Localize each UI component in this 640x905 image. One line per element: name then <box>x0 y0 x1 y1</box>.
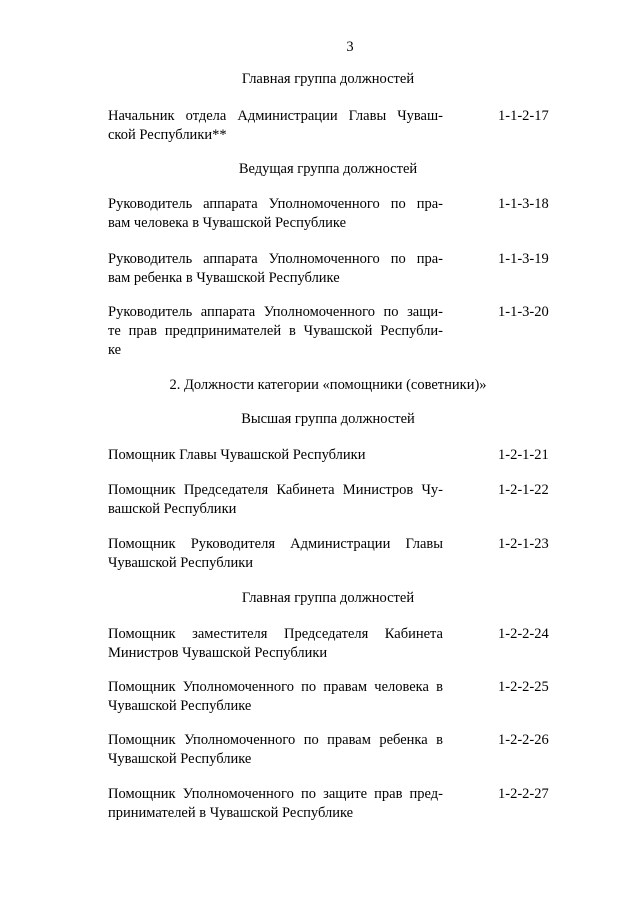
position-title-line: Начальник отдела Администрации Главы Чуваш- <box>108 108 443 124</box>
position-title-line: ке <box>108 342 122 358</box>
position-title-line: те прав предпринимателей в Чувашской Республи- <box>108 323 443 339</box>
section-heading: 2. Должности категории «помощники (советники)» <box>169 377 487 393</box>
position-code: 1-2-2-24 <box>498 626 549 642</box>
position-title <box>108 785 443 823</box>
position-code: 1-2-1-21 <box>498 447 549 463</box>
position-title-line: Помощник Председателя Кабинета Министров Чу- <box>108 482 443 498</box>
section-heading: Высшая группа должностей <box>241 411 415 427</box>
section-heading: Главная группа должностей <box>241 71 415 87</box>
position-title <box>108 731 443 769</box>
position-title-line: Чувашской Республике <box>108 751 252 767</box>
page-number: 3 <box>346 39 354 55</box>
position-title <box>108 195 443 233</box>
position-title-line: Руководитель аппарата Уполномоченного по пра- <box>108 196 443 212</box>
position-title <box>108 481 443 519</box>
position-title-line: Помощник Уполномоченного по защите прав пред- <box>108 786 443 802</box>
position-code: 1-1-3-18 <box>498 196 549 212</box>
section-heading: Главная группа должностей <box>241 590 415 606</box>
position-code: 1-2-2-25 <box>498 679 549 695</box>
position-title <box>108 678 443 716</box>
position-code: 1-2-2-26 <box>498 732 549 748</box>
position-title-line: Чувашской Республики <box>108 555 254 571</box>
position-code: 1-1-3-20 <box>498 304 549 320</box>
position-title-line: Помощник Главы Чувашской Республики <box>108 447 366 463</box>
position-title-line: ской Республики** <box>108 127 227 143</box>
position-title-line: Руководитель аппарата Уполномоченного по защи- <box>108 304 443 320</box>
position-title-line: Руководитель аппарата Уполномоченного по пра- <box>108 251 443 267</box>
position-code: 1-2-1-22 <box>498 482 549 498</box>
position-title-line: Помощник заместителя Председателя Кабинета <box>108 626 443 642</box>
position-code: 1-2-2-27 <box>498 786 549 802</box>
position-code: 1-1-2-17 <box>498 108 549 124</box>
position-title-line: вам ребенка в Чувашской Республике <box>108 270 340 286</box>
position-title <box>108 250 443 288</box>
position-code: 1-1-3-19 <box>498 251 549 267</box>
position-title-line: вам человека в Чувашской Республике <box>108 215 347 231</box>
position-title-line: принимателей в Чувашской Республике <box>108 805 354 821</box>
position-title <box>108 107 443 145</box>
position-title-line: Помощник Уполномоченного по правам ребенка в <box>108 732 443 748</box>
position-title <box>108 535 443 573</box>
position-title-line: Министров Чувашской Республики <box>108 645 328 661</box>
position-title <box>108 303 443 360</box>
position-title <box>108 446 443 465</box>
position-title-line: вашской Республики <box>108 501 237 517</box>
section-heading: Ведущая группа должностей <box>238 161 418 177</box>
position-title-line: Чувашской Республике <box>108 698 252 714</box>
position-title-line: Помощник Руководителя Администрации Главы <box>108 536 443 552</box>
position-title <box>108 625 443 663</box>
position-title-line: Помощник Уполномоченного по правам человека в <box>108 679 443 695</box>
position-code: 1-2-1-23 <box>498 536 549 552</box>
